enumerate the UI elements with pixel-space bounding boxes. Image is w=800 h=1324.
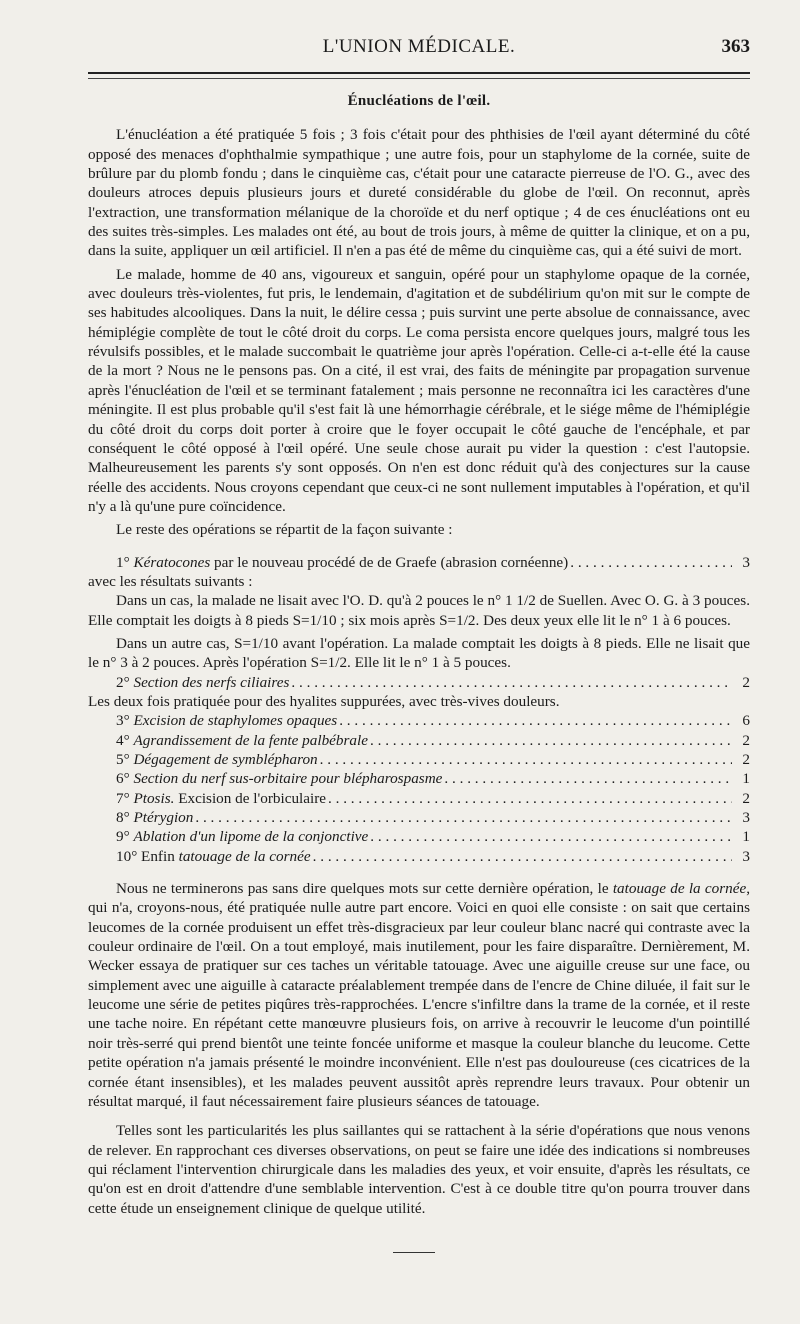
paragraph: Dans un cas, la malade ne lisait avec l'O. D. qu'à 2 pouces le n° 1 1/2 de Suellen. Avec O. G. à 3 pouces. Elle comptait les doigts à 8 pieds S=1/10 ; six mois après S=1/2. Des deux yeux elle lit le n° 1 à 6 pouces. [88,592,750,629]
operation-item: 1° Kératocones par le nouveau procédé de de Graefe (abrasion cornéenne) . . . 3 [88,553,750,572]
paragraph: Le malade, homme de 40 ans, vigoureux et sanguin, opéré pour un staphylome opaque de la cornée, avec douleurs très-violentes, fut pris, le lendemain, d'agitation et de subdélirium qu'on mit sur le compte de ses habitudes alcooliques. Dans la nuit, le délire cessa ; puis survint une perte absolue de connaissance, avec hémiplégie complète de tout le côté droit du corps. Le coma persista encore quelques jours, malgré tous les révulsifs possibles, et le malade succombait le quatrième jour après l'opération. Celle-ci a-t-elle été la cause de la mort ? Nous ne le pensons pas. On a cité, il est vrai, des faits de méningite par propagation survenue après l'énucléation de l'œil et se terminant fatalement ; mais personne ne reconnaîtra ici les caractères d'une méningite. Il est plus probable qu'il s'est fait là une hémorrhagie cérébrale, et le siége même de l'hémiplégie du côté droit du corps doit porter à croire que le foyer occupait le côté gauche de l'encéphale, et par conséquent le côté opposé à l'œil opéré. Une seule chose aurait pu vider la question : c'est l'autopsie. Malheureusement les parents s'y sont opposés. On n'en est donc réduit qu'à des conjectures sur la cause réelle des accidents. Nous croyons cependant que ceux-ci ne sont nullement imputables à l'opération, et qu'il n'y a là qu'une pure coïncidence. [88,265,750,515]
operation-count: 3 [742,809,750,827]
page-number: 363 [721,36,750,57]
operation-count: 2 [742,751,750,768]
operation-item: 6° Section du nerf sus-orbitaire pour blépharospasme . . . 1 [88,769,750,788]
operation-count: 3 [742,553,750,571]
paragraph: avec les résultats suivants : [88,572,253,590]
paragraph: Dans un autre cas, S=1/10 avant l'opération. La malade comptait les doigts à 8 pieds. Elle ne lisait que le n° 3 à 2 pouces. Après l'opération S=1/2. Elle lit le n° 1 à 5 pouces. [88,634,750,672]
operation-count: 2 [742,789,750,807]
article-body [88,92,750,1218]
operation-item: 8° Ptérygion . . . 3 [88,808,750,827]
paragraph: Les deux fois pratiquée pour des hyalites suppurées, avec très-vives douleurs. [88,692,560,710]
paragraph: Le reste des opérations se répartit de la façon suivante : [116,521,453,539]
operation-item: 3° Excision de staphylomes opaques . . . 6 [88,711,750,730]
operation-item: 5° Dégagement de symblépharon . . . 2 [88,750,750,769]
operation-item: 4° Agrandissement de la fente palbébrale . . . 2 [88,731,750,750]
operation-item: 10° Enfin tatouage de la cornée . . . 3 [88,847,750,866]
paragraph: Telles sont les particularités les plus saillantes qui se rattachent à la série d'opérations que nous venons de relever. En rapprochant ces diverses observations, on peut se faire une idée des indications si nombreuses qui réclament l'intervention chirurgicale dans les maladies des yeux, et voir ensuite, d'après les résultats, ce qu'on est en droit d'attendre d'une semblable intervention. C'est à ce double titre qu'on pourra trouver dans cette étude un enseignement clinique de quelque utilité. [88,1122,750,1217]
operation-count: 2 [742,731,750,749]
operation-item: 2° Section des nerfs ciliaires . . . 2 [88,673,750,692]
operation-count: 6 [742,712,750,730]
operation-count: 3 [742,847,750,865]
paragraph: L'énucléation a été pratiquée 5 fois ; 3 fois c'était pour des phthisies de l'œil ayant déterminé du côté opposé des menaces d'ophthalmie sympathique ; une autre fois, pour un staphylome de la cornée, suite de brûlure par du plomb fondu ; dans le cinquième cas, c'était pour une cataracte pierreuse de l'O. G., avec des douleurs atroces depuis plusieurs jours et dureté considérable du globe de l'œil. On reconnut, après l'extraction, une transformation mélanique de la choroïde et du nerf optique ; 4 de ces énucléations ont eu des suites très-simples. Les malades ont été, au bout de trois jours, à même de quitter la clinique, et on a pu, dans la suite, appliquer un œil artificiel. Il n'en a pas été de même du cinquième cas, qui a été suivi de mort. [88,126,750,260]
journal-title: L'UNION MÉDICALE. [322,36,516,57]
header-rule [88,72,750,74]
header-rule-thin [88,78,750,79]
paragraph: Nous ne terminerons pas sans dire quelques mots sur cette dernière opération, le tatouage de la cornée, qui n'a, croyons-nous, été pratiquée nulle autre part encore. Voici en quoi elle consiste : on sait que certains leucomes de la cornée produisent un effet très-disgracieux par leur couleur blanc nacré qui contraste avec la couleur ordinaire de l'œil. On a tout employé, mais inutilement, pour les faire disparaître. Dernièrement, M. Wecker essaya de pratiquer sur ces taches un véritable tatouage. Avec une aiguille creuse sur une face, ou simplement avec une aiguille à cataracte préalablement trempée dans de l'encre de Chine diluée, il fait sur le leucome une série de petites piqûres très-rapprochées. L'encre s'infiltre dans la trame de la cornée, et il reste une tache noire. En répétant cette manœuvre plusieurs fois, on arrive à recouvrir le leucome d'un pointillé noir très-serré qui prend bientôt une teinte foncée uniforme et masque la couleur blanche du leucome. Cette petite opération n'a jamais présenté le moindre inconvénient. Elle n'est pas douloureuse (ces cicatrices de la cornée étant insensibles), et les malades peuvent aussitôt après reprendre leurs travaux. Pour obtenir un résultat marqué, il faut nécessairement faire plusieurs séances de tatouage. [88,880,750,1110]
operation-count: 1 [742,770,750,788]
end-rule [393,1252,435,1253]
page-header [88,34,750,70]
operation-item: 7° Ptosis. Excision de l'orbiculaire . . . 2 [88,789,750,808]
section-title: Énucléations de l'œil. [347,93,491,109]
operation-count: 2 [742,673,750,691]
operation-item: 9° Ablation d'un lipome de la conjonctive . . . 1 [88,827,750,846]
operation-count: 1 [742,828,750,846]
